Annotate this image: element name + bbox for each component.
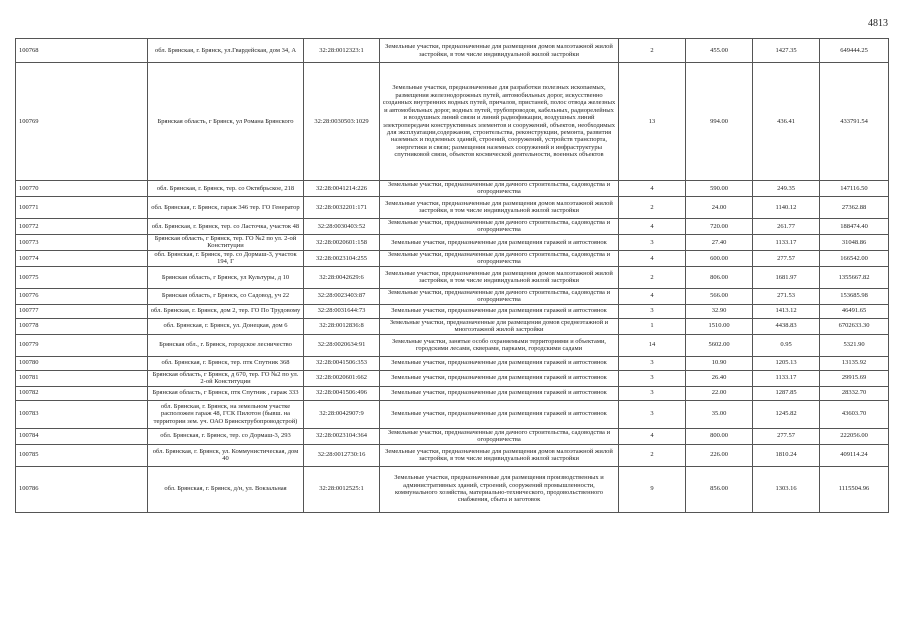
- table-row: [16, 266, 889, 288]
- cell-area: 35.00: [686, 400, 753, 428]
- cell-address: обл. Брянская, г. Брянск, гараж 346 тер. ГО Генератор: [148, 196, 304, 218]
- cell-purpose: Земельные участки, предназначенные для разработки полезных ископаемых, размещения железнодорожных путей, автомобильных дорог, искусственно созданных внутренних водных путей, причалов, пристаней, полос отвода железных и автомобильных дорог, водных путей, трубопроводов, кабельных, радиорелейных и воздушных линий связи и линий радиофикации, воздушных линий электропередачи конструктивных элементов и сооружений, объектов, необходимых для эксплуатации,содержания, строительства, реконструкции, ремонта, развития наземных и подземных зданий, строений, сооружений, устройств транспорта, энергетики и связи; размещения наземных сооружений и инфраструктуры спутниковой связи, объектов космической деятельности, военных объектов: [380, 63, 619, 181]
- cell-rate: 1140.12: [753, 196, 820, 218]
- cell-id: 100780: [16, 356, 148, 370]
- cell-value: 147116.50: [820, 181, 889, 197]
- cell-area: 455.00: [686, 39, 753, 63]
- cell-address: обл. Брянская, г. Брянск, тер. со Дормаш-3, 293: [148, 428, 304, 444]
- cell-address: Брянская область, г Брянск, ул Романа Брянского: [148, 63, 304, 181]
- cell-purpose: Земельные участки, предназначенные для размещения гаражей и автостоянок: [380, 356, 619, 370]
- cell-area: 1510.00: [686, 318, 753, 334]
- cell-rate: 1133.17: [753, 234, 820, 250]
- cell-rate: 0.95: [753, 334, 820, 356]
- cell-rate: 1245.82: [753, 400, 820, 428]
- cadastral-registry-table: [15, 38, 889, 513]
- table-row: [16, 288, 889, 304]
- cell-purpose: Земельные участки, предназначенные для размещения домов малоэтажной жилой застройки, в том числе индивидуальной жилой застройки: [380, 266, 619, 288]
- cell-id: 100773: [16, 234, 148, 250]
- cell-group: 14: [619, 334, 686, 356]
- cell-address: обл. Брянская, г. Брянск, на земельном участке расположен гараж 48, ГСК Пилотон (бывш. на территории зем. уч. ОАО Брянсктрубопроводстрой): [148, 400, 304, 428]
- cell-value: 188474.40: [820, 218, 889, 234]
- cell-area: 24.00: [686, 196, 753, 218]
- cell-purpose: Земельные участки, занятые особо охраняемыми территориями и объектами, городскими лесами, скверами, парками, городскими садами: [380, 334, 619, 356]
- cell-cadastral-number: 32:28:0020634:91: [304, 334, 380, 356]
- table-row: [16, 386, 889, 400]
- cell-rate: 249.35: [753, 181, 820, 197]
- cell-value: 27362.88: [820, 196, 889, 218]
- cell-purpose: Земельные участки, предназначенные для размещения гаражей и автостоянок: [380, 386, 619, 400]
- cell-value: 31048.86: [820, 234, 889, 250]
- cell-value: 1115504.96: [820, 466, 889, 512]
- cell-address: Брянская область, г Брянск, д 670, тер. ГО №2 по ул. 2-ой Конституции: [148, 370, 304, 386]
- cell-purpose: Земельные участки, предназначенные для размещения домов малоэтажной жилой застройки, в том числе индивидуальной жилой застройки: [380, 444, 619, 466]
- cell-area: 720.00: [686, 218, 753, 234]
- cell-id: 100785: [16, 444, 148, 466]
- cell-id: 100768: [16, 39, 148, 63]
- table-row: [16, 63, 889, 181]
- cell-area: 800.00: [686, 428, 753, 444]
- table-row: [16, 466, 889, 512]
- cell-value: 43603.70: [820, 400, 889, 428]
- cell-cadastral-number: 32:28:0042629:6: [304, 266, 380, 288]
- cell-rate: 1427.35: [753, 39, 820, 63]
- cell-cadastral-number: 32:28:0020601:158: [304, 234, 380, 250]
- table-row: [16, 304, 889, 318]
- cell-id: 100775: [16, 266, 148, 288]
- cell-value: 13135.92: [820, 356, 889, 370]
- cell-group: 1: [619, 318, 686, 334]
- cell-rate: 1287.85: [753, 386, 820, 400]
- cell-address: обл. Брянская, г. Брянск, тер. со Октябрьское, 218: [148, 181, 304, 197]
- cell-group: 2: [619, 266, 686, 288]
- cell-cadastral-number: 32:28:0041214:226: [304, 181, 380, 197]
- table-row: [16, 181, 889, 197]
- cell-area: 806.00: [686, 266, 753, 288]
- cell-value: 433791.54: [820, 63, 889, 181]
- cell-value: 222056.00: [820, 428, 889, 444]
- cell-purpose: Земельные участки, предназначенные для размещения гаражей и автостоянок: [380, 400, 619, 428]
- cell-group: 2: [619, 444, 686, 466]
- cell-group: 3: [619, 386, 686, 400]
- cell-purpose: Земельные участки, предназначенные для размещения домов среднеэтажной и многоэтажной жилой застройки: [380, 318, 619, 334]
- cell-purpose: Земельные участки, предназначенные для дачного строительства, садоводства и огородничества: [380, 181, 619, 197]
- cell-id: 100771: [16, 196, 148, 218]
- cell-address: Брянская обл., г. Брянск, городское лесничество: [148, 334, 304, 356]
- cell-address: обл. Брянская, г. Брянск, тер. со Ласточка, участок 48: [148, 218, 304, 234]
- cell-purpose: Земельные участки, предназначенные для размещения домов малоэтажной жилой застройки, в том числе индивидуальной жилой застройки: [380, 196, 619, 218]
- cell-area: 22.00: [686, 386, 753, 400]
- cell-area: 994.00: [686, 63, 753, 181]
- cell-purpose: Земельные участки, предназначенные для размещения гаражей и автостоянок: [380, 370, 619, 386]
- table-row: [16, 400, 889, 428]
- cell-rate: 261.77: [753, 218, 820, 234]
- cell-purpose: Земельные участки, предназначенные для размещения гаражей и автостоянок: [380, 304, 619, 318]
- table-row: [16, 39, 889, 63]
- table-row: [16, 356, 889, 370]
- cell-purpose: Земельные участки, предназначенные для дачного строительства, садоводства и огородничества: [380, 288, 619, 304]
- cell-value: 29915.69: [820, 370, 889, 386]
- cell-purpose: Земельные участки, предназначенные для размещения производственных и административных зданий, строений, сооружений промышленности, коммунального хозяйства, материально-технического, продовольственного снабжения, сбыта и заготовок: [380, 466, 619, 512]
- cell-area: 5602.00: [686, 334, 753, 356]
- cell-area: 566.00: [686, 288, 753, 304]
- cell-cadastral-number: 32:28:0041506:353: [304, 356, 380, 370]
- cell-address: обл. Брянская, г. Брянск, д/н, ул. Вокзальная: [148, 466, 304, 512]
- cell-cadastral-number: 32:28:0041506:496: [304, 386, 380, 400]
- cell-purpose: Земельные участки, предназначенные для дачного строительства, садоводства и огородничества: [380, 428, 619, 444]
- cell-cadastral-number: 32:28:0023403:87: [304, 288, 380, 304]
- cell-id: 100782: [16, 386, 148, 400]
- cell-group: 3: [619, 400, 686, 428]
- table-row: [16, 428, 889, 444]
- cell-group: 3: [619, 304, 686, 318]
- cell-area: 856.00: [686, 466, 753, 512]
- cell-rate: 1681.97: [753, 266, 820, 288]
- cell-area: 32.90: [686, 304, 753, 318]
- cell-value: 46491.65: [820, 304, 889, 318]
- cell-value: 1355667.82: [820, 266, 889, 288]
- cell-cadastral-number: 32:28:0030403:52: [304, 218, 380, 234]
- cell-id: 100776: [16, 288, 148, 304]
- cell-group: 3: [619, 370, 686, 386]
- cell-group: 2: [619, 39, 686, 63]
- table-row: [16, 196, 889, 218]
- cell-rate: 277.57: [753, 428, 820, 444]
- cell-group: 4: [619, 428, 686, 444]
- cell-rate: 1133.17: [753, 370, 820, 386]
- table-row: [16, 234, 889, 250]
- cell-group: 3: [619, 234, 686, 250]
- cell-rate: 271.53: [753, 288, 820, 304]
- table-row: [16, 250, 889, 266]
- cell-id: 100779: [16, 334, 148, 356]
- cell-area: 226.00: [686, 444, 753, 466]
- cell-rate: 1810.24: [753, 444, 820, 466]
- cell-id: 100781: [16, 370, 148, 386]
- table-row: [16, 218, 889, 234]
- cell-address: Брянская область, г Брянск, ул Культуры, д 10: [148, 266, 304, 288]
- table-row: [16, 370, 889, 386]
- cell-group: 4: [619, 218, 686, 234]
- cell-cadastral-number: 32:28:0030503:1029: [304, 63, 380, 181]
- cell-id: 100784: [16, 428, 148, 444]
- cell-group: 4: [619, 288, 686, 304]
- cell-value: 153685.98: [820, 288, 889, 304]
- cell-cadastral-number: 32:28:0012836:8: [304, 318, 380, 334]
- cell-purpose: Земельные участки, предназначенные для дачного строительства, садоводства и огородничества: [380, 218, 619, 234]
- cell-address: обл. Брянская, г. Брянск, тер. птк Спутник 368: [148, 356, 304, 370]
- cell-group: 13: [619, 63, 686, 181]
- cell-group: 4: [619, 181, 686, 197]
- cell-cadastral-number: 32:28:0012525:1: [304, 466, 380, 512]
- cell-cadastral-number: 32:28:0032201:171: [304, 196, 380, 218]
- cell-id: 100778: [16, 318, 148, 334]
- cell-rate: 1303.16: [753, 466, 820, 512]
- cell-cadastral-number: 32:28:0023104:255: [304, 250, 380, 266]
- cell-value: 5321.90: [820, 334, 889, 356]
- table-row: [16, 444, 889, 466]
- cell-address: обл. Брянская, г. Брянск, ул. Донецкая, дом 6: [148, 318, 304, 334]
- cell-group: 3: [619, 356, 686, 370]
- cell-address: обл. Брянская, г. Брянск, тер. со Дормаш-3, участок 194, Г: [148, 250, 304, 266]
- cell-cadastral-number: 32:28:0020601:662: [304, 370, 380, 386]
- cell-area: 27.40: [686, 234, 753, 250]
- cell-address: Брянская область, г Брянск, птк Спутник , гараж 333: [148, 386, 304, 400]
- cell-id: 100774: [16, 250, 148, 266]
- cell-address: Брянская область, г Брянск, со Садовод, уч 22: [148, 288, 304, 304]
- cell-value: 409114.24: [820, 444, 889, 466]
- cell-value: 166542.00: [820, 250, 889, 266]
- cell-cadastral-number: 32:28:0023104:364: [304, 428, 380, 444]
- page-number: 4813: [868, 18, 888, 29]
- cell-address: Брянская область, г Брянск, тер. ГО №2 по ул. 2-ой Конституции: [148, 234, 304, 250]
- cell-rate: 4438.83: [753, 318, 820, 334]
- cell-group: 9: [619, 466, 686, 512]
- cell-rate: 1413.12: [753, 304, 820, 318]
- cell-id: 100786: [16, 466, 148, 512]
- cell-id: 100783: [16, 400, 148, 428]
- cell-id: 100769: [16, 63, 148, 181]
- cell-group: 4: [619, 250, 686, 266]
- cell-cadastral-number: 32:28:0031644:73: [304, 304, 380, 318]
- cell-value: 649444.25: [820, 39, 889, 63]
- table-row: [16, 334, 889, 356]
- cell-group: 2: [619, 196, 686, 218]
- cell-cadastral-number: 32:28:0012730:16: [304, 444, 380, 466]
- table-row: [16, 318, 889, 334]
- cell-purpose: Земельные участки, предназначенные для размещения гаражей и автостоянок: [380, 234, 619, 250]
- cell-rate: 277.57: [753, 250, 820, 266]
- cell-address: обл. Брянская, г. Брянск, ул.Гвардейская, дом 34, А: [148, 39, 304, 63]
- cell-rate: 436.41: [753, 63, 820, 181]
- cell-id: 100770: [16, 181, 148, 197]
- cell-id: 100777: [16, 304, 148, 318]
- cell-id: 100772: [16, 218, 148, 234]
- cell-area: 590.00: [686, 181, 753, 197]
- cell-cadastral-number: 32:28:0042907:9: [304, 400, 380, 428]
- cell-area: 10.90: [686, 356, 753, 370]
- cell-cadastral-number: 32:28:0012323:1: [304, 39, 380, 63]
- cell-value: 28332.70: [820, 386, 889, 400]
- cell-address: обл. Брянская, г. Брянск, ул. Коммунистическая, дом 40: [148, 444, 304, 466]
- cell-purpose: Земельные участки, предназначенные для размещения домов малоэтажной жилой застройки, в том числе индивидуальной жилой застройки: [380, 39, 619, 63]
- cell-area: 600.00: [686, 250, 753, 266]
- cell-area: 26.40: [686, 370, 753, 386]
- cell-purpose: Земельные участки, предназначенные для дачного строительства, садоводства и огородничества: [380, 250, 619, 266]
- cell-value: 6702633.30: [820, 318, 889, 334]
- cell-address: обл. Брянская, г. Брянск, дом 2, тер. ГО По Трудовому: [148, 304, 304, 318]
- cell-rate: 1205.13: [753, 356, 820, 370]
